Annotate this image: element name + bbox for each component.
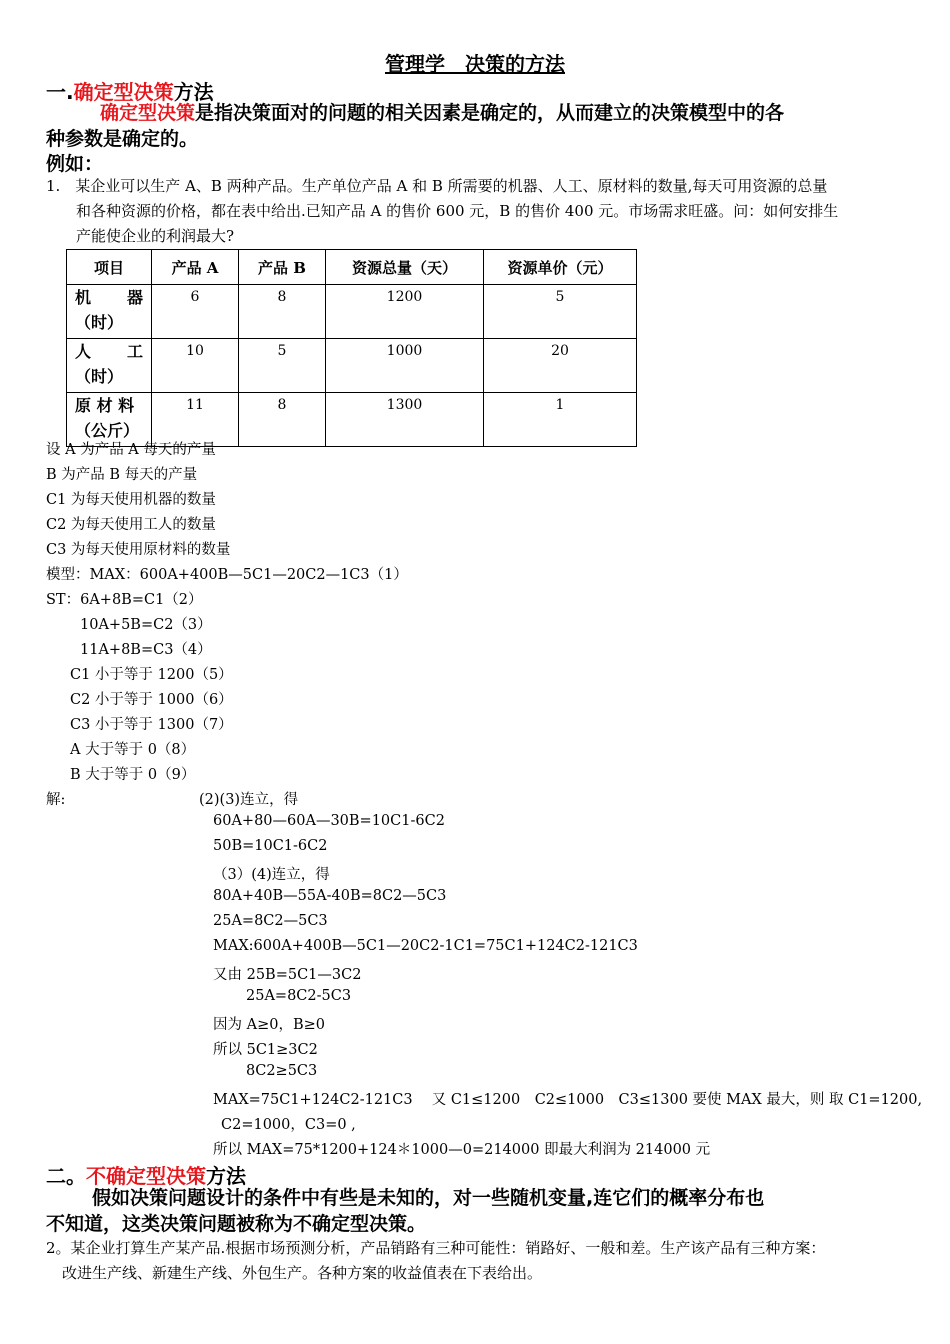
table-header-cell: 产品 A: [152, 250, 239, 285]
section2-heading-highlight: 不确定型决策: [86, 1164, 206, 1188]
table-header-cell: 资源总量（天）: [326, 250, 484, 285]
section2-heading-rest: 方法: [206, 1164, 246, 1188]
table-header-cell: 项目: [67, 250, 152, 285]
problem2-line2: 改进生产线、新建生产线、外包生产。各种方案的收益值表在下表给出。: [62, 1264, 543, 1282]
variable-definition: C2 为每天使用工人的数量: [46, 517, 216, 533]
solution-step: 因为 A≥0，B≥0: [213, 1017, 325, 1033]
problem1-line2: 和各种资源的价格，都在表中给出.已知产品 A 的售价 600 元，B 的售价 400 元。市场需求旺盛。问：如何安排生: [76, 202, 839, 220]
problem1-line3: 产能使企业的利润最大?: [76, 227, 235, 245]
resource-table: [66, 249, 637, 447]
problem1-line1: 1. 某企业可以生产 A、B 两种产品。生产单位产品 A 和 B 所需要的机器、人工、原材料的数量,每天可用资源的总量: [46, 177, 828, 195]
table-row-label: 机 器 （时）: [67, 285, 152, 339]
table-cell: 10: [152, 339, 239, 393]
table-cell: 11: [152, 393, 239, 447]
solution-label: 解:: [46, 792, 66, 808]
model-constraint: 10A+5B=C2（3）: [80, 617, 212, 633]
section1-heading-rest: 方法: [173, 80, 214, 104]
model-bound: A 大于等于 0（8）: [70, 742, 196, 758]
table-row: [67, 339, 637, 393]
solution-step: 60A+80—60A—30B=10C1-6C2: [213, 813, 445, 829]
table-cell: 5: [484, 285, 637, 339]
model-bound: C1 小于等于 1200（5）: [70, 667, 233, 683]
table-row-label: 人 工 （时）: [67, 339, 152, 393]
solution-max-line2: C2=1000，C3=0 ,: [221, 1117, 356, 1133]
model-constraint: 11A+8B=C3（4）: [80, 642, 212, 658]
solution-step: 又由 25B=5C1—3C2: [213, 967, 362, 983]
model-bound: B 大于等于 0（9）: [70, 767, 196, 783]
solution-step: 25A=8C2—5C3: [213, 913, 328, 929]
section1-definition-rest: 是指决策面对的问题的相关因素是确定的，从而建立的决策模型中的各: [195, 102, 785, 124]
section2-definition-line2: 不知道，这类决策问题被称为不确定型决策。: [46, 1213, 427, 1235]
solution-max-line: MAX=75C1+124C2-121C3 又 C1≤1200 C2≤1000 C3≤1300 要使 MAX 最大，则 取 C1=1200,: [213, 1092, 923, 1108]
section1-definition-highlight: 确定型决策: [100, 102, 196, 124]
example-label: 例如：: [46, 153, 104, 175]
table-cell: 5: [239, 339, 326, 393]
solution-step: 50B=10C1-6C2: [213, 838, 328, 854]
table-cell: 1200: [326, 285, 484, 339]
solution-step: （3）(4)连立，得: [213, 867, 330, 883]
variable-definition: C3 为每天使用原材料的数量: [46, 542, 231, 558]
section1-number: 一.: [46, 80, 74, 104]
table-header-row: [67, 250, 637, 285]
section2-definition-line1: 假如决策问题设计的条件中有些是未知的，对一些随机变量,连它们的概率分布也: [92, 1187, 765, 1209]
page-title: 管理学 决策的方法: [385, 52, 565, 76]
solution-step: 所以 5C1≥3C2: [213, 1042, 318, 1058]
model-bound: C2 小于等于 1000（6）: [70, 692, 233, 708]
model-objective: 模型：MAX：600A+400B—5C1—20C2—1C3（1）: [46, 567, 408, 583]
table-cell: 8: [239, 285, 326, 339]
table-cell: 1300: [326, 393, 484, 447]
section1-heading-highlight: 确定型决策: [73, 80, 174, 104]
solution-step: 8C2≥5C3: [246, 1063, 318, 1079]
section1-definition-line1: [100, 100, 784, 127]
table-row: [67, 285, 637, 339]
solution-step: (2)(3)连立，得: [199, 792, 299, 808]
variable-definition: C1 为每天使用机器的数量: [46, 492, 216, 508]
table-header-cell: 资源单价（元）: [484, 250, 637, 285]
solution-step: 80A+40B—55A-40B=8C2—5C3: [213, 888, 447, 904]
table-cell: 6: [152, 285, 239, 339]
variable-definition: 设 A 为产品 A 每天的产量: [46, 442, 216, 458]
solution-result: 所以 MAX=75*1200+124＊1000—0=214000 即最大利润为 214000 元: [213, 1142, 711, 1158]
table-header-cell: 产品 B: [239, 250, 326, 285]
table-cell: 1: [484, 393, 637, 447]
section2-number: 二。: [46, 1164, 86, 1188]
solution-step: 25A=8C2-5C3: [246, 988, 352, 1004]
table-row-label: 原 材 料 （公斤）: [67, 393, 152, 447]
table-cell: 20: [484, 339, 637, 393]
table-cell: 1000: [326, 339, 484, 393]
solution-step: MAX:600A+400B—5C1—20C2-1C1=75C1+124C2-121C3: [213, 938, 638, 954]
variable-definition: B 为产品 B 每天的产量: [46, 467, 198, 483]
problem2-line1: 2。某企业打算生产某产品.根据市场预测分析，产品销路有三种可能性：销路好、一般和差。生产该产品有三种方案：: [46, 1239, 826, 1257]
section1-definition-line2: 种参数是确定的。: [46, 128, 199, 150]
table-cell: 8: [239, 393, 326, 447]
model-constraint: ST：6A+8B=C1（2）: [46, 592, 203, 608]
model-bound: C3 小于等于 1300（7）: [70, 717, 233, 733]
